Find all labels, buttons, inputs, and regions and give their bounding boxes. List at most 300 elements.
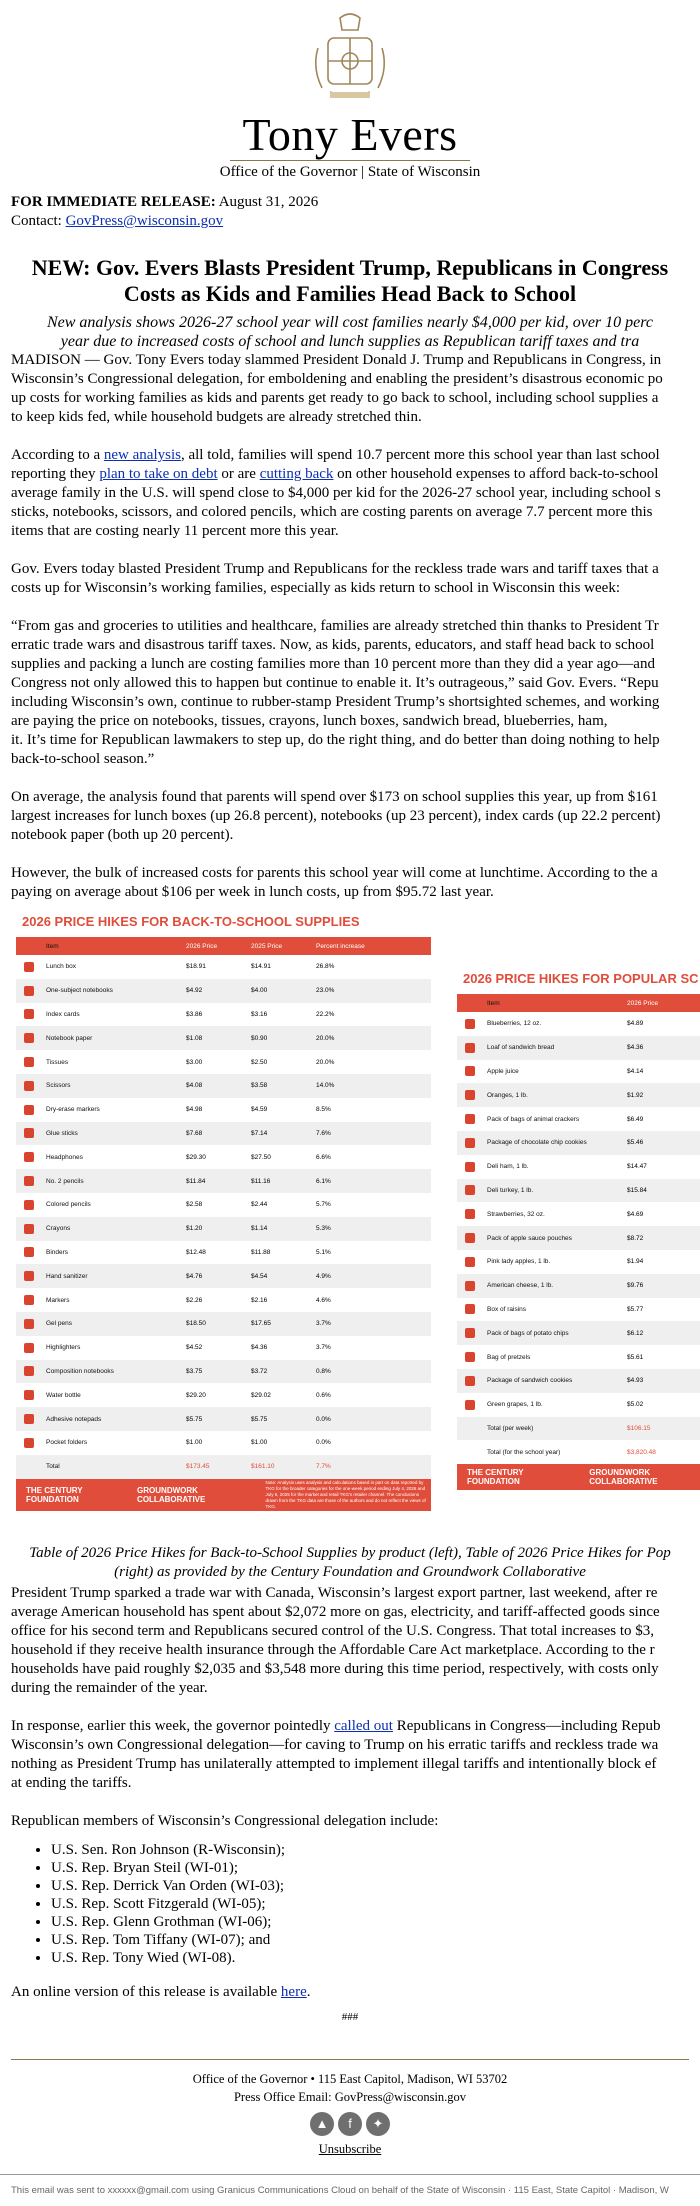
table-header — [16, 937, 431, 955]
item-icon — [457, 1233, 483, 1243]
text-line: costs up for Wisconsin’s working families, especially as kids return to school in Wisconsin this week: — [11, 580, 620, 596]
table-body — [16, 937, 431, 1479]
text-line: Wisconsin’s Congressional delegation, for emboldening and enabling the president’s disastrous economic po — [11, 371, 663, 387]
item-icon — [457, 1304, 483, 1314]
table-cell: Total (for the school year) — [487, 1448, 561, 1456]
item-icon — [457, 1400, 483, 1410]
table-cell: 0.8% — [316, 1367, 331, 1375]
unsubscribe-link[interactable]: Unsubscribe — [318, 2142, 382, 2156]
paragraph-analysis — [11, 446, 689, 541]
table-row — [457, 1131, 700, 1155]
table-cell: $4.93 — [627, 1377, 644, 1385]
item-icon — [16, 962, 42, 972]
release-label: FOR IMMEDIATE RELEASE: — [11, 194, 216, 210]
table-cell: 22.2% — [316, 1010, 335, 1018]
table-cell: 23.0% — [316, 987, 335, 995]
list-item: • U.S. Rep. Tom Tiffany (WI-07); and — [51, 1931, 689, 1949]
table-row — [16, 1241, 431, 1265]
table-row — [457, 1274, 700, 1298]
text-run: Republicans in Congress—including Repub — [392, 1718, 661, 1734]
text-line: are paying the price on notebooks, tissues, crayons, lunch boxes, sandwich bread, blueberries, ham, — [11, 713, 608, 729]
wisconsin-icon[interactable]: ▲ — [310, 2112, 334, 2136]
text-line: it. It’s time for Republican lawmakers to step up, do the right thing, and do better than doing nothing to help — [11, 732, 660, 748]
header-cell: Item — [487, 999, 500, 1007]
item-icon — [16, 1438, 42, 1448]
text-line: average American household has spent about $2,072 more on gas, electricity, and tariff-affected goods since — [11, 1604, 660, 1620]
table-cell: 0.0% — [316, 1415, 331, 1423]
table-cell: 4.6% — [316, 1296, 331, 1304]
brand-subtitle: Office of the Governor | State of Wisconsin — [219, 164, 481, 180]
table-row — [16, 1288, 431, 1312]
table-cell: Deli turkey, 1 lb. — [487, 1186, 534, 1194]
table-cell: 5.1% — [316, 1248, 331, 1256]
table-cell: 20.0% — [316, 1034, 335, 1042]
text-line: back-to-school season.” — [11, 751, 155, 767]
table-cell: $3.58 — [251, 1082, 268, 1090]
brand-name: Tony Evers — [242, 109, 458, 160]
item-icon — [457, 1257, 483, 1267]
online-version-link[interactable]: here — [280, 1984, 307, 2000]
table-cell: $4.14 — [627, 1067, 644, 1075]
table-cell: $5.77 — [627, 1305, 644, 1313]
table-row — [457, 1369, 700, 1393]
table-cell: Green grapes, 1 lb. — [487, 1401, 543, 1409]
cutting-back-link[interactable]: cutting back — [259, 466, 334, 482]
list-item: • U.S. Rep. Derrick Van Orden (WI-03); — [51, 1877, 689, 1895]
text-run: . — [306, 1984, 311, 2000]
groundwork-logo: GROUNDWORK COLLABORATIVE — [589, 1468, 658, 1487]
table-row — [16, 1312, 431, 1336]
text-line: On average, the analysis found that parents will spend over $173 on school supplies this year, up from $161 — [11, 789, 658, 805]
contact-line — [11, 212, 689, 231]
item-icon — [16, 1009, 42, 1019]
text-line: households have paid roughly $2,035 and $3,548 more during this time period, respectively, with costs only — [11, 1661, 659, 1677]
subhead-line: year due to increased costs of school and lunch supplies as Republican tariff taxes and tra — [60, 333, 640, 350]
table-cell: Adhesive notepads — [46, 1415, 102, 1423]
item-icon — [457, 1352, 483, 1362]
table-cell: $161.10 — [251, 1463, 275, 1471]
table-cell: $2.50 — [251, 1058, 268, 1066]
item-icon — [16, 1271, 42, 1281]
email-header — [0, 0, 700, 181]
table-cell: No. 2 pencils — [46, 1177, 84, 1185]
table-cell: $5.75 — [186, 1415, 203, 1423]
table-row — [457, 1155, 700, 1179]
table-cell: Colored pencils — [46, 1201, 91, 1209]
table-cell: $3,820.48 — [627, 1448, 656, 1456]
table-row — [16, 955, 431, 979]
table-cell: Scissors — [46, 1082, 71, 1090]
item-icon — [457, 1376, 483, 1386]
headline-line: Costs as Kids and Families Head Back to School — [123, 281, 577, 306]
table-cell: $1.14 — [251, 1225, 268, 1233]
table-cell: $5.61 — [627, 1353, 644, 1361]
table-source-band — [457, 1464, 700, 1490]
text-line: sticks, notebooks, scissors, and colored pencils, which are costing parents on average 7.7 percent more this — [11, 504, 653, 520]
table-cell: $3.75 — [186, 1367, 203, 1375]
text-line: nothing as President Trump has unilaterally attempted to implement illegal tariffs and intentionally block ef — [11, 1756, 657, 1772]
table-cell: Gel pens — [46, 1320, 73, 1328]
table-cell: $4.36 — [251, 1344, 268, 1352]
table-cell: One-subject notebooks — [46, 987, 113, 995]
text-line: up costs for working families as kids and parents get ready to go back to school, including school supplies a — [11, 390, 659, 406]
table-cell: $4.00 — [251, 987, 268, 995]
list-item: • U.S. Rep. Tony Wied (WI-08). — [51, 1949, 689, 1967]
table-row — [16, 1383, 431, 1407]
table-cell: 26.8% — [316, 963, 335, 971]
paragraph-blast — [11, 560, 689, 598]
table-title: 2026 PRICE HIKES FOR POPULAR SC — [463, 971, 699, 986]
caption-line: Table of 2026 Price Hikes for Back-to-School Supplies by product (left), Table of 2026 Price Hikes for Pop — [29, 1545, 671, 1561]
table-cell: American cheese, 1 lb. — [487, 1282, 554, 1290]
table-cell: Apple juice — [487, 1067, 519, 1075]
table-cell: 6.1% — [316, 1177, 331, 1185]
footer-address: Office of the Governor • 115 East Capitol, Madison, WI 53702 — [192, 2072, 508, 2086]
table-cell: $5.75 — [251, 1415, 268, 1423]
table-cell: $11.88 — [251, 1248, 271, 1256]
text-line: Congress not only allowed this to happen but continue to enable it. It’s outrageous,” said Gov. Evers. “Repu — [11, 675, 659, 691]
table-cell: Pack of bags of animal crackers — [487, 1115, 580, 1123]
table-cell: $12.48 — [186, 1248, 206, 1256]
list-item: • U.S. Rep. Bryan Steil (WI-01); — [51, 1859, 689, 1877]
social-links — [0, 2112, 700, 2136]
table-cell: $4.98 — [186, 1106, 203, 1114]
table-cell: Lunch box — [46, 963, 76, 971]
release-date: August 31, 2026 — [218, 194, 319, 210]
century-foundation-logo: THE CENTURY FOUNDATION — [467, 1468, 524, 1487]
text-line: notebook paper (both up 20 percent). — [11, 827, 234, 843]
text-line: “From gas and groceries to utilities and healthcare, families are already stretched thin thanks to President Tr — [11, 618, 659, 634]
table-cell: Deli ham, 1 lb. — [487, 1163, 529, 1171]
twitter-icon[interactable]: ✦ — [366, 2112, 390, 2136]
table-cell: $9.76 — [627, 1282, 644, 1290]
table-cell: $4.54 — [251, 1272, 268, 1280]
groundwork-logo: GROUNDWORK COLLABORATIVE — [137, 1485, 206, 1504]
footer-press-email: Press Office Email: GovPress@wisconsin.gov — [233, 2090, 467, 2104]
text-run: on other household expenses to afford back-to-school — [333, 466, 659, 482]
table-cell: $29.20 — [186, 1391, 206, 1399]
table-row — [16, 1193, 431, 1217]
header-cell: Item — [46, 942, 59, 950]
text-line: at ending the tariffs. — [11, 1775, 132, 1791]
table-cell: Pocket folders — [46, 1439, 88, 1447]
item-icon — [457, 1328, 483, 1338]
item-icon — [16, 1128, 42, 1138]
table-cell: $4.08 — [186, 1082, 203, 1090]
table-row — [457, 1226, 700, 1250]
paragraph-supplies — [11, 788, 689, 845]
item-icon — [16, 1105, 42, 1115]
item-icon — [16, 1295, 42, 1305]
text-run: An online version of this release is available — [11, 1984, 281, 2000]
item-icon — [16, 1033, 42, 1043]
table-cell: $4.89 — [627, 1020, 644, 1028]
table-row — [457, 1060, 700, 1084]
item-icon — [16, 1081, 42, 1091]
table-row — [16, 1360, 431, 1384]
item-icon — [457, 1090, 483, 1100]
text-line: paying on average about $106 per week in lunch costs, up from $95.72 last year. — [11, 884, 494, 900]
table-cell: Strawberries, 32 oz. — [487, 1210, 545, 1218]
table-cell: $17.65 — [251, 1320, 271, 1328]
table-cell: Pink lady apples, 1 lb. — [487, 1258, 551, 1266]
table-cell: 5.3% — [316, 1225, 331, 1233]
headline — [11, 255, 689, 307]
table-cell: Hand sanitizer — [46, 1272, 88, 1280]
text-line: largest increases for lunch boxes (up 26.8 percent), notebooks (up 23 percent), index cards (up 22.2 percent) — [11, 808, 661, 824]
table-cell: $27.50 — [251, 1153, 271, 1161]
table-cell: $4.59 — [251, 1106, 268, 1114]
table-row — [16, 1455, 431, 1479]
table-cell: Index cards — [46, 1010, 80, 1018]
table-cell: $14.91 — [251, 963, 271, 971]
back-to-school-table — [16, 908, 431, 1511]
table-row — [16, 1074, 431, 1098]
table-cell: Box of raisins — [487, 1305, 527, 1313]
table-cell: 8.5% — [316, 1106, 331, 1114]
subheadline — [11, 313, 689, 351]
text-run: , all told, families will spend 10.7 percent more this school year than last school — [180, 447, 660, 463]
table-cell: Bag of pretzels — [487, 1353, 531, 1361]
table-cell: 3.7% — [316, 1320, 331, 1328]
text-line: household if they receive health insurance through the Affordable Care Act marketplace. According to the r — [11, 1642, 655, 1658]
table-cell: Total — [46, 1463, 60, 1471]
table-cell: Total (per week) — [487, 1424, 534, 1432]
email-footer — [0, 2060, 700, 2158]
table-cell: $1.08 — [186, 1034, 203, 1042]
item-icon — [457, 1043, 483, 1053]
text-run: reporting they — [11, 466, 100, 482]
table-cell: $5.46 — [627, 1139, 644, 1147]
new-analysis-link[interactable]: new analysis — [103, 447, 181, 463]
paragraph-trade-war — [11, 1584, 689, 1698]
table-cell: $29.02 — [251, 1391, 271, 1399]
table-cell: $1.94 — [627, 1258, 644, 1266]
item-icon — [457, 1281, 483, 1291]
table-cell: $2.26 — [186, 1296, 203, 1304]
table-row — [457, 1012, 700, 1036]
item-icon — [16, 1414, 42, 1424]
release-body — [0, 193, 700, 2027]
item-icon — [457, 1138, 483, 1148]
table-title: 2026 PRICE HIKES FOR BACK-TO-SCHOOL SUPPLIES — [22, 914, 360, 929]
table-cell: $4.69 — [627, 1210, 644, 1218]
price-hike-tables-image — [11, 908, 699, 1538]
facebook-icon[interactable]: f — [338, 2112, 362, 2136]
wisconsin-seal-logo — [300, 8, 400, 108]
table-cell: Binders — [46, 1248, 69, 1256]
table-cell: $5.02 — [627, 1401, 644, 1409]
item-icon — [16, 1247, 42, 1257]
item-icon — [16, 1319, 42, 1329]
table-cell: $1.20 — [186, 1225, 203, 1233]
table-cell: 6.6% — [316, 1153, 331, 1161]
table-cell: $1.92 — [627, 1091, 644, 1099]
table-row — [16, 1098, 431, 1122]
table-note: Note: Analysis uses analysis and calculations based in part on data reported by TKG for the broader categories for the one-week period ending July 4, 2026 and July 6, 2025 for the market and retail TKG's retailer channel. The conclusions drawn from the TKG data are those of the authors and do not reflect the views of TKG. — [265, 1479, 426, 1509]
table-row — [16, 979, 431, 1003]
table-body — [457, 994, 700, 1464]
called-out-link[interactable]: called out — [334, 1718, 393, 1734]
item-icon — [16, 1390, 42, 1400]
table-row — [457, 1440, 700, 1464]
list-item: • U.S. Rep. Scott Fitzgerald (WI-05); — [51, 1895, 689, 1913]
text-line: Wisconsin’s own Congressional delegation—for caving to Trump on his erratic tariffs and reckless trade wa — [11, 1737, 659, 1753]
table-row — [16, 1050, 431, 1074]
table-row — [457, 1298, 700, 1322]
table-cell: $8.72 — [627, 1234, 644, 1242]
table-cell: Highlighters — [46, 1344, 81, 1352]
table-cell: Pack of bags of potato chips — [487, 1329, 569, 1337]
subhead-line: New analysis shows 2026-27 school year will cost families nearly $4,000 per kid, over 10 perc — [46, 314, 653, 331]
table-cell: Markers — [46, 1296, 70, 1304]
text-line: erratic trade wars and disastrous tariff taxes. Now, as kids, parents, educators, and staff head back to school — [11, 637, 655, 653]
item-icon — [457, 1114, 483, 1124]
item-icon — [16, 1200, 42, 1210]
table-cell: $0.90 — [251, 1034, 268, 1042]
school-lunch-table — [457, 965, 700, 1490]
delivery-notice: This email was sent to xxxxxx@gmail.com using Granicus Communications Cloud on behalf of the State of Wisconsin · 115 East, State Capitol · Madison, W — [11, 2185, 669, 2196]
table-row — [16, 1431, 431, 1455]
table-cell: Headphones — [46, 1153, 83, 1161]
header-cell: 2025 Price — [251, 942, 283, 950]
table-cell: 4.9% — [316, 1272, 331, 1280]
table-cell: 20.0% — [316, 1058, 335, 1066]
table-cell: $29.30 — [186, 1153, 206, 1161]
table-cell: $173.45 — [186, 1463, 210, 1471]
item-icon — [16, 1176, 42, 1186]
table-cell: $3.00 — [186, 1058, 203, 1066]
table-row — [16, 1407, 431, 1431]
table-cell: $7.68 — [186, 1129, 203, 1137]
table-cell: Package of sandwich cookies — [487, 1377, 573, 1385]
table-cell: $7.14 — [251, 1129, 268, 1137]
table-cell: $1.00 — [186, 1439, 203, 1447]
paragraph-delegation-intro: Republican members of Wisconsin’s Congressional delegation include: — [11, 1813, 439, 1829]
table-cell: 14.0% — [316, 1082, 335, 1090]
delegation-list — [11, 1841, 689, 1967]
paragraph-quote — [11, 617, 689, 769]
item-icon — [16, 1366, 42, 1376]
paragraph-online-version — [11, 1983, 689, 2002]
table-cell: $11.84 — [186, 1177, 206, 1185]
table-cell: $4.52 — [186, 1344, 203, 1352]
table-row — [457, 1083, 700, 1107]
headline-line: NEW: Gov. Evers Blasts President Trump, Republicans in Congress — [31, 255, 669, 280]
list-item: • U.S. Sen. Ron Johnson (R-Wisconsin); — [51, 1841, 689, 1859]
item-icon — [457, 1209, 483, 1219]
contact-label: Contact: — [11, 213, 62, 229]
table-cell: $6.49 — [627, 1115, 644, 1123]
century-foundation-logo: THE CENTURY FOUNDATION — [26, 1485, 83, 1504]
table-cell: Dry-erase markers — [46, 1106, 100, 1114]
table-cell: $15.84 — [627, 1186, 647, 1194]
table-cell: $2.58 — [186, 1201, 203, 1209]
item-icon — [457, 1019, 483, 1029]
text-line: office for his second term and Republicans secured control of the U.S. Congress. That total increases to $3, — [11, 1623, 655, 1639]
table-cell: Package of chocolate chip cookies — [487, 1139, 587, 1147]
text-line: to keep kids fed, while household budgets are already stretched thin. — [11, 409, 422, 425]
table-cell: Loaf of sandwich bread — [487, 1044, 555, 1052]
table-cell: Blueberries, 12 oz. — [487, 1020, 542, 1028]
table-cell: $18.91 — [186, 963, 206, 971]
plan-debt-link[interactable]: plan to take on debt — [99, 466, 218, 482]
item-icon — [16, 1152, 42, 1162]
table-cell: $1.00 — [251, 1439, 268, 1447]
table-row — [16, 1003, 431, 1027]
end-marker: ### — [341, 2011, 359, 2023]
item-icon — [16, 1343, 42, 1353]
caption-line: (right) as provided by the Century Foundation and Groundwork Collaborative — [114, 1564, 586, 1580]
table-cell: $2.44 — [251, 1201, 268, 1209]
text-line: However, the bulk of increased costs for parents this school year will come at lunchtime. According to the a — [11, 865, 658, 881]
item-icon — [16, 1057, 42, 1067]
list-item: • U.S. Rep. Glenn Grothman (WI-06); — [51, 1913, 689, 1931]
table-row — [457, 1417, 700, 1441]
table-row — [16, 1145, 431, 1169]
text-line: President Trump sparked a trade war with Canada, Wisconsin’s largest export partner, last weekend, after re — [11, 1585, 658, 1601]
table-cell: 0.6% — [316, 1391, 331, 1399]
table-cell: Water bottle — [46, 1391, 81, 1399]
text-line: including Wisconsin’s own, continue to rubber-stamp President Trump’s shortsighted schemes, and working — [11, 694, 660, 710]
table-cell: $4.76 — [186, 1272, 203, 1280]
paragraph-intro — [11, 351, 689, 427]
table-cell: Notebook paper — [46, 1034, 93, 1042]
table-row — [457, 1179, 700, 1203]
header-cell: 2026 Price — [186, 942, 218, 950]
paragraph-response — [11, 1717, 689, 1793]
table-cell: $4.92 — [186, 987, 203, 995]
text-line: MADISON — Gov. Tony Evers today slammed President Donald J. Trump and Republicans in Congress, in — [11, 352, 662, 368]
table-row — [16, 1217, 431, 1241]
table-row — [457, 1250, 700, 1274]
table-row — [16, 1122, 431, 1146]
table-cell: Oranges, 1 lb. — [487, 1091, 528, 1099]
figure-caption — [11, 1544, 689, 1582]
table-row — [16, 1169, 431, 1193]
text-line: items that are costing nearly 11 percent more this year. — [11, 523, 339, 539]
table-cell: $106.15 — [627, 1424, 651, 1432]
paragraph-lunch — [11, 864, 689, 902]
table-cell: $11.16 — [251, 1177, 271, 1185]
table-row — [457, 1393, 700, 1417]
table-cell: $3.72 — [251, 1367, 268, 1375]
text-line: supplies and packing a lunch are costing families more than 10 percent more than they did a year ago—and — [11, 656, 655, 672]
table-cell: Composition notebooks — [46, 1367, 114, 1375]
table-cell: Pack of apple sauce pouches — [487, 1234, 572, 1242]
table-source-band — [16, 1479, 431, 1511]
table-cell: $6.12 — [627, 1329, 644, 1337]
table-header — [457, 994, 700, 1012]
table-cell: 5.7% — [316, 1201, 331, 1209]
contact-email-link[interactable]: GovPress@wisconsin.gov — [65, 213, 224, 229]
text-run: According to a — [11, 447, 104, 463]
item-icon — [16, 986, 42, 996]
table-cell: $3.16 — [251, 1010, 268, 1018]
table-row — [457, 1107, 700, 1131]
table-row — [457, 1202, 700, 1226]
table-cell: $2.16 — [251, 1296, 268, 1304]
text-line: Gov. Evers today blasted President Trump and Republicans for the reckless trade wars and tariff taxes that a — [11, 561, 659, 577]
table-cell: $18.50 — [186, 1320, 206, 1328]
header-cell: 2026 Price — [627, 999, 659, 1007]
table-cell: Glue sticks — [46, 1129, 78, 1137]
table-row — [457, 1036, 700, 1060]
table-row — [16, 1264, 431, 1288]
table-row — [16, 1026, 431, 1050]
table-cell: $3.86 — [186, 1010, 203, 1018]
table-cell: Crayons — [46, 1225, 71, 1233]
